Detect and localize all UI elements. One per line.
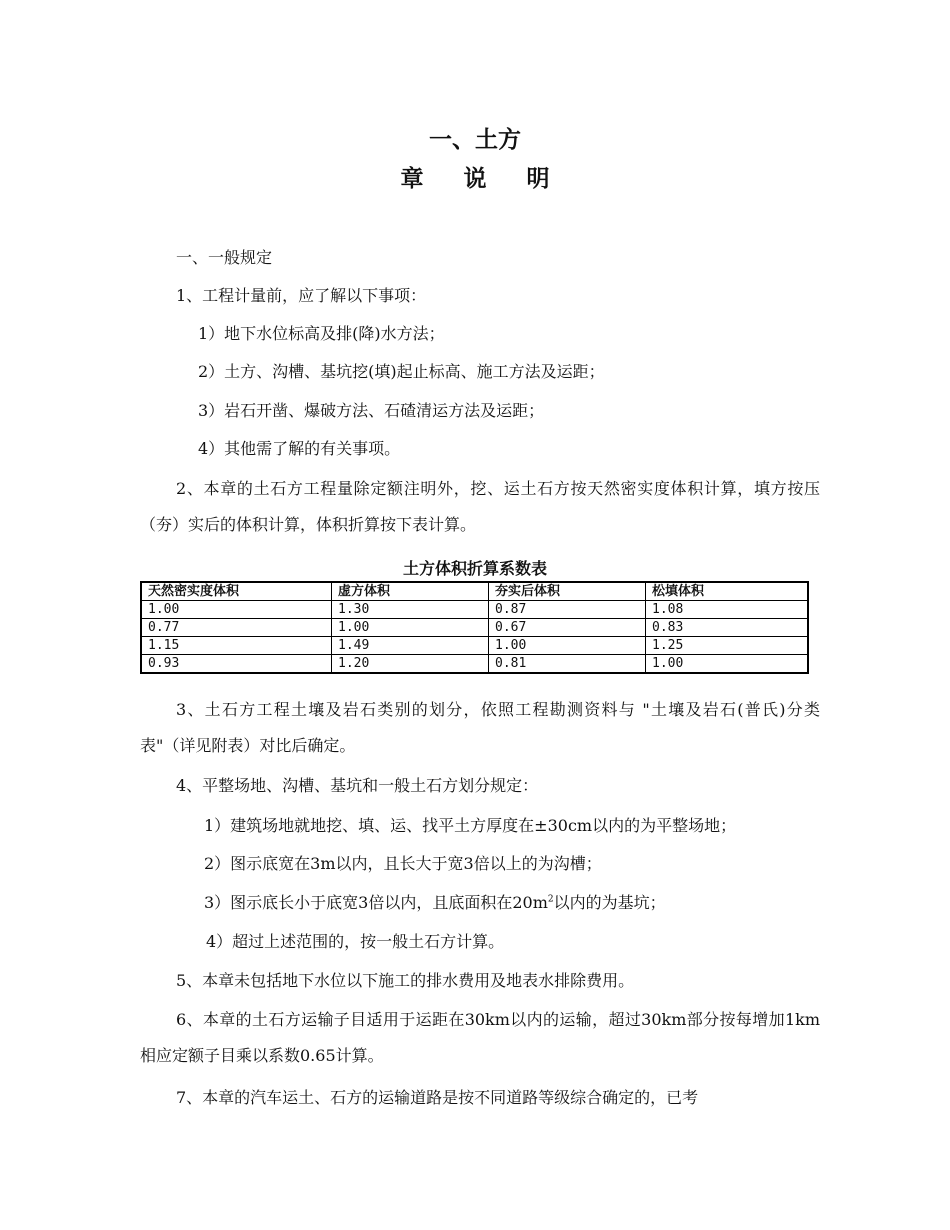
superscript-2: 2 [547, 894, 554, 905]
table-header-cell: 松填体积 [646, 582, 809, 601]
table-cell: 1.00 [489, 637, 646, 655]
table-header-cell: 夯实后体积 [489, 582, 646, 601]
item-2: 2、本章的土石方工程量除定额注明外，挖、运土石方按天然密实度体积计算，填方按压（夯）实后的体积计算，体积折算按下表计算。 [140, 479, 820, 534]
item-6: 6、本章的土石方运输子目适用于运距在30km以内的运输，超过30km部分按每增加1km相应定额子目乘以系数0.65计算。 [140, 1010, 820, 1065]
item-4-sub-2: 2）图示底宽在3m以内，且长大于宽3倍以上的为沟槽； [204, 854, 602, 873]
item-4-sub-3 [204, 885, 884, 921]
item-1-sub-1: 1）地下水位标高及排(降)水方法； [198, 324, 445, 343]
table-cell: 1.00 [141, 601, 332, 619]
chapter-title: 一、土方 [429, 127, 521, 153]
table-cell: 1.00 [646, 655, 809, 674]
section-general: 一、一般规定 [176, 248, 273, 267]
table-title: 土方体积折算系数表 [402, 559, 547, 578]
table-cell: 1.49 [332, 637, 489, 655]
item-4: 4、平整场地、沟槽、基坑和一般土石方划分规定： [176, 776, 539, 795]
table-cell: 0.87 [489, 601, 646, 619]
item-4-sub-1: 1）建筑场地就地挖、填、运、找平土方厚度在±30cm以内的为平整场地； [204, 816, 737, 835]
coefficient-table [140, 581, 809, 674]
item-4-sub-3-tail: 以内的为基坑； [553, 893, 666, 912]
table-header-row [141, 582, 808, 601]
table-row [141, 655, 808, 674]
item-1-sub-4: 4）其他需了解的有关事项。 [198, 439, 401, 458]
table-cell: 0.67 [489, 619, 646, 637]
chapter-subtitle: 章说明 [400, 166, 590, 192]
table-row [141, 637, 808, 655]
item-5: 5、本章未包括地下水位以下施工的排水费用及地表水排除费用。 [176, 971, 635, 990]
item-4-sub-4: 4）超过上述范围的，按一般土石方计算。 [206, 932, 505, 951]
table-cell: 1.20 [332, 655, 489, 674]
table-cell: 1.00 [332, 619, 489, 637]
table-row [141, 601, 808, 619]
table-cell: 0.77 [141, 619, 332, 637]
item-1-sub-3: 3）岩石开凿、爆破方法、石碴清运方法及运距； [198, 401, 545, 420]
table-cell: 1.30 [332, 601, 489, 619]
item-3: 3、土石方工程土壤及岩石类别的划分，依照工程勘测资料与 "土壤及岩石(普氏)分类表"（详见附表）对比后确定。 [140, 700, 820, 755]
table-header-cell: 天然密实度体积 [141, 582, 332, 601]
table-cell: 0.93 [141, 655, 332, 674]
table-cell: 1.15 [141, 637, 332, 655]
table-cell: 0.83 [646, 619, 809, 637]
table-cell: 1.08 [646, 601, 809, 619]
item-1: 1、工程计量前，应了解以下事项： [176, 286, 427, 305]
item-7: 7、本章的汽车运土、石方的运输道路是按不同道路等级综合确定的，已考 [176, 1088, 699, 1107]
table-cell: 0.81 [489, 655, 646, 674]
table-cell: 1.25 [646, 637, 809, 655]
table-row [141, 619, 808, 637]
item-4-sub-3-text: 3）图示底长小于底宽3倍以内，且底面积在20m [204, 893, 548, 912]
table-header-cell: 虚方体积 [332, 582, 489, 601]
item-1-sub-2: 2）土方、沟槽、基坑挖(填)起止标高、施工方法及运距； [198, 362, 605, 381]
